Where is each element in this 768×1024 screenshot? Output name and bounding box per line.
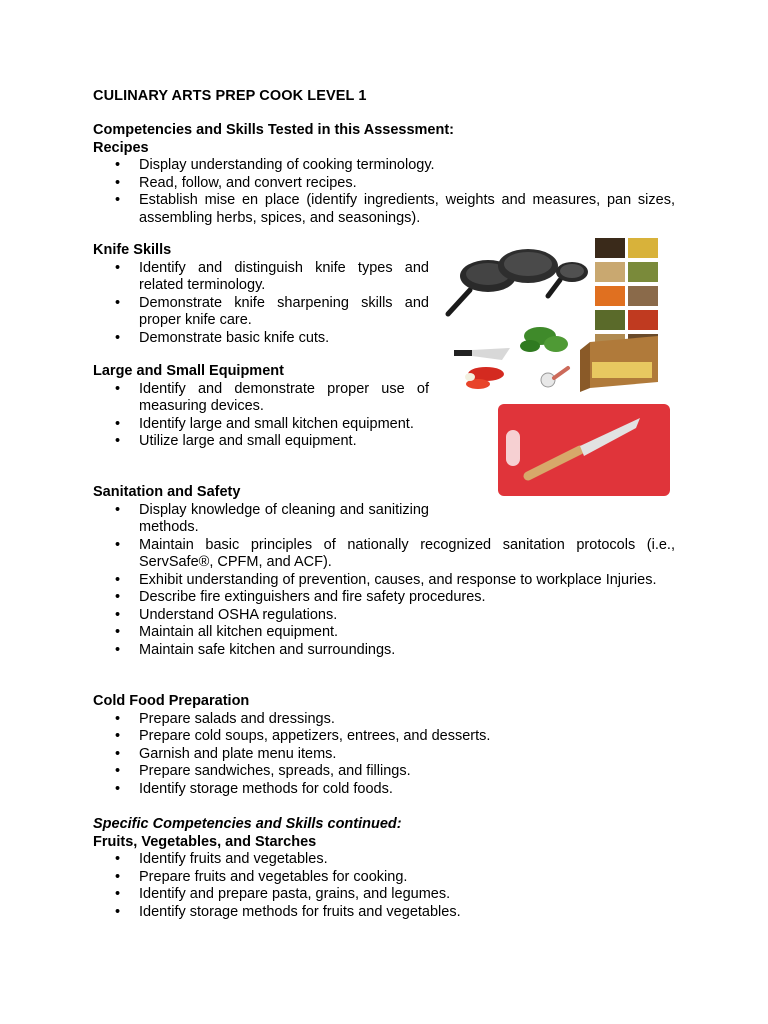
bullet-list [93,851,675,921]
section-equipment [93,363,429,451]
section-sanitation [93,484,675,659]
list-item: • Prepare fruits and vegetables for cooking. [115,868,408,885]
section-heading: Cold Food Preparation [93,693,250,709]
section-heading: Recipes [93,139,149,156]
section-heading: Sanitation and Safety [93,484,241,500]
bullet-list [93,537,675,660]
list-item: • Prepare salads and dressings. [115,710,335,727]
spice-jars-grid [595,238,658,348]
list-item: • Identify and prepare pasta, grains, and legumes. [115,886,451,902]
list-item: • Maintain safe kitchen and surroundings. [115,641,396,658]
wooden-spice-box [580,336,658,392]
list-item: • Identify fruits and vegetables. [115,851,328,867]
list-item: • Describe fire extinguishers and fire safety procedures. [115,589,486,605]
bullet-list [93,711,675,799]
list-item: • Garnish and plate menu items. [115,745,337,762]
list-item: • Identify large and small kitchen equipment. [115,415,414,432]
list-item: • Demonstrate basic knife cuts. [115,329,330,346]
list-item: • Prepare cold soups, appetizers, entrees, and desserts. [115,728,491,744]
list-item: • Understand OSHA regulations. [115,606,338,623]
list-item: • Identify storage methods for fruits and vegetables. [115,903,461,920]
list-item: • Identify and demonstrate proper use of measuring devices. [115,380,429,414]
kitchen-illustration [440,232,680,507]
chef-knife [454,348,510,360]
document-title: CULINARY ARTS PREP COOK LEVEL 1 [93,88,367,104]
list-item: • Demonstrate knife sharpening skills and proper knife care. [115,294,429,328]
bullet-list [93,381,429,451]
red-peppers [465,367,504,389]
bullet-list [93,157,675,227]
list-item: • Establish mise en place (identify ingredients, weights and measures, pan sizes, assembling herbs, spices, and seasonings). [115,192,675,226]
list-item: • Prepare sandwiches, spreads, and fillings. [115,763,411,779]
section-knife-skills [93,242,429,347]
continued-heading: Specific Competencies and Skills continued: [93,816,402,832]
section-fruits-vegetables [93,816,675,921]
frying-pans [448,249,588,314]
section-heading: Fruits, Vegetables, and Starches [93,833,317,850]
list-item: • Maintain basic principles of nationally recognized sanitation protocols (i.e., ServSafe®, CPFM, and ACF). [115,536,675,570]
section-recipes [93,122,675,227]
intro-heading: Competencies and Skills Tested in this Assessment: [93,122,454,138]
list-item: • Maintain all kitchen equipment. [115,624,339,640]
section-heading: Large and Small Equipment [93,363,284,379]
list-item: • Display knowledge of cleaning and sanitizing methods. [115,501,429,535]
list-item: • Identify and distinguish knife types and related terminology. [115,259,429,293]
list-item: • Exhibit understanding of prevention, causes, and response to workplace Injuries. [115,571,657,588]
section-cold-food [93,693,675,798]
bullet-list [93,260,429,348]
list-item: • Utilize large and small equipment. [115,433,357,449]
section-heading: Knife Skills [93,242,172,258]
herbs [520,327,568,352]
list-item: • Display understanding of cooking terminology. [115,157,435,173]
thermometer [541,368,568,387]
list-item: • Identify storage methods for cold foods. [115,780,393,797]
list-item: • Read, follow, and convert recipes. [115,174,357,191]
